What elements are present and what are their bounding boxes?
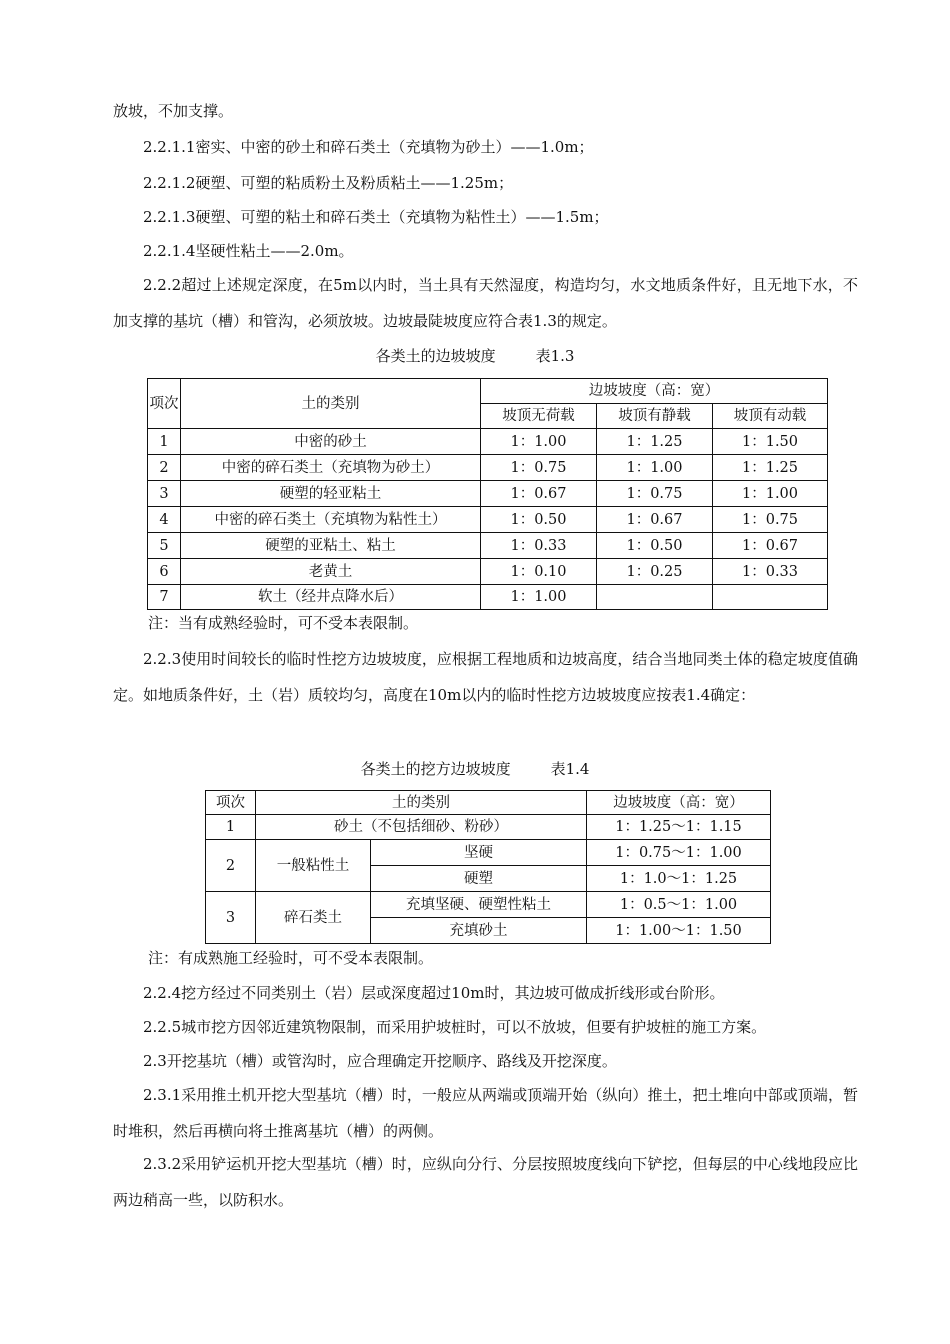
table-row — [148, 507, 828, 533]
table-row — [148, 481, 828, 507]
cell-slope: 1：0.75 — [481, 455, 597, 481]
table-row — [148, 429, 828, 455]
cell-index: 7 — [148, 585, 181, 610]
cell-soil: 硬塑的亚粘土、粘土 — [181, 533, 481, 559]
header-soil: 土的类别 — [181, 379, 481, 429]
cell-soil: 中密的碎石类土（充填物为砂土） — [181, 455, 481, 481]
paragraph: 2.2.5城市挖方因邻近建筑物限制，而采用护坡桩时，可以不放坡，但要有护坡桩的施工方案。 — [143, 1018, 767, 1036]
cell-slope: 1：1.25～1：1.15 — [587, 815, 771, 840]
paragraph: 2.3.2采用铲运机开挖大型基坑（槽）时，应纵向分行、分层按照坡度线向下铲挖，但每层的中心线地段应比两边稍高一些，以防积水。 — [113, 1155, 858, 1209]
excavation-slope-table-1-4 — [205, 790, 771, 944]
paragraph: 2.2.1.1密实、中密的砂土和碎石类土（充填物为砂土）——1.0m； — [143, 138, 594, 156]
table-title: 各类土的挖方边坡坡度 — [360, 760, 511, 778]
header-dynamic-load: 坡顶有动载 — [713, 404, 828, 429]
cell-slope: 1：1.50 — [713, 429, 828, 455]
header-soil: 土的类别 — [256, 791, 587, 815]
table-row — [206, 840, 771, 866]
cell-index: 1 — [206, 815, 256, 840]
header-no-load: 坡顶无荷载 — [481, 404, 597, 429]
paragraph: 2.2.1.2硬塑、可塑的粘质粉土及粉质粘土——1.25m； — [143, 174, 514, 192]
table-note: 注：当有成熟经验时，可不受本表限制。 — [148, 614, 419, 632]
paragraph: 放坡，不加支撑。 — [113, 102, 234, 120]
paragraph: 2.3开挖基坑（槽）或管沟时，应合理确定开挖顺序、路线及开挖深度。 — [143, 1052, 617, 1070]
cell-subtype: 充填砂土 — [371, 918, 587, 944]
table-caption — [0, 346, 950, 366]
cell-slope: 1：1.0～1：1.25 — [587, 866, 771, 892]
cell-soil: 一般粘性土 — [256, 840, 371, 892]
cell-soil: 中密的碎石类土（充填物为粘性土） — [181, 507, 481, 533]
cell-slope: 1：1.00 — [481, 429, 597, 455]
cell-slope: 1：0.67 — [597, 507, 713, 533]
cell-soil: 软土（经井点降水后） — [181, 585, 481, 610]
table-row — [148, 533, 828, 559]
cell-slope: 1：1.00～1：1.50 — [587, 918, 771, 944]
cell-slope: 1：0.75～1：1.00 — [587, 840, 771, 866]
table-row — [206, 892, 771, 918]
cell-slope — [713, 585, 828, 610]
paragraph: 2.2.2超过上述规定深度，在5m以内时，当土具有天然湿度，构造均匀，水文地质条件好，且无地下水，不加支撑的基坑（槽）和管沟，必须放坡。边坡最陡坡度应符合表1.3的规定。 — [113, 276, 858, 330]
cell-slope: 1：0.33 — [713, 559, 828, 585]
cell-slope: 1：0.50 — [481, 507, 597, 533]
cell-soil: 碎石类土 — [256, 892, 371, 944]
table-note: 注：有成熟施工经验时，可不受本表限制。 — [148, 949, 434, 967]
cell-slope: 1：0.75 — [597, 481, 713, 507]
cell-subtype: 坚硬 — [371, 840, 587, 866]
header-index: 项次 — [148, 379, 181, 429]
paragraph: 2.2.4挖方经过不同类别土（岩）层或深度超过10m时，其边坡可做成折线形或台阶形。 — [143, 984, 725, 1002]
cell-index: 3 — [206, 892, 256, 944]
cell-slope: 1：0.67 — [481, 481, 597, 507]
cell-slope: 1：1.00 — [597, 455, 713, 481]
paragraph: 2.2.3使用时间较长的临时性挖方边坡坡度，应根据工程地质和边坡高度，结合当地同类土体的稳定坡度值确定。如地质条件好，土（岩）质较均匀，高度在10m以内的临时性挖方边坡坡度应按表1.4确定： — [113, 650, 858, 704]
cell-slope: 1：1.00 — [481, 585, 597, 610]
cell-slope: 1：1.00 — [713, 481, 828, 507]
table-number: 表1.4 — [550, 760, 590, 778]
table-row — [148, 585, 828, 610]
cell-soil: 老黄土 — [181, 559, 481, 585]
table-number: 表1.3 — [535, 347, 575, 365]
cell-slope: 1：0.10 — [481, 559, 597, 585]
cell-soil: 中密的砂土 — [181, 429, 481, 455]
slope-table-1-3 — [147, 378, 828, 610]
cell-index: 2 — [148, 455, 181, 481]
cell-index: 6 — [148, 559, 181, 585]
table-title: 各类土的边坡坡度 — [375, 347, 496, 365]
cell-index: 2 — [206, 840, 256, 892]
header-index: 项次 — [206, 791, 256, 815]
cell-slope: 1：0.67 — [713, 533, 828, 559]
paragraph: 2.2.1.3硬塑、可塑的粘土和碎石类土（充填物为粘性土）——1.5m； — [143, 208, 609, 226]
table-caption — [0, 759, 950, 779]
table-row — [206, 815, 771, 840]
cell-slope: 1：0.5～1：1.00 — [587, 892, 771, 918]
paragraph: 2.3.1采用推土机开挖大型基坑（槽）时，一般应从两端或顶端开始（纵向）推土，把土堆向中部或顶端，暂时堆积，然后再横向将土推离基坑（槽）的两侧。 — [113, 1086, 858, 1140]
cell-slope: 1：0.25 — [597, 559, 713, 585]
cell-soil: 硬塑的轻亚粘土 — [181, 481, 481, 507]
cell-soil: 砂土（不包括细砂、粉砂） — [256, 815, 587, 840]
cell-slope — [597, 585, 713, 610]
cell-index: 1 — [148, 429, 181, 455]
cell-slope: 1：0.50 — [597, 533, 713, 559]
cell-index: 4 — [148, 507, 181, 533]
paragraph: 2.2.1.4坚硬性粘土——2.0m。 — [143, 242, 354, 260]
cell-slope: 1：0.33 — [481, 533, 597, 559]
table-row — [148, 455, 828, 481]
header-static-load: 坡顶有静载 — [597, 404, 713, 429]
cell-slope: 1：1.25 — [597, 429, 713, 455]
cell-subtype: 充填坚硬、硬塑性粘土 — [371, 892, 587, 918]
header-slope: 边坡坡度（高：宽） — [481, 379, 828, 404]
cell-index: 5 — [148, 533, 181, 559]
table-row — [148, 559, 828, 585]
cell-slope: 1：0.75 — [713, 507, 828, 533]
cell-subtype: 硬塑 — [371, 866, 587, 892]
cell-index: 3 — [148, 481, 181, 507]
header-slope: 边坡坡度（高：宽） — [587, 791, 771, 815]
cell-slope: 1：1.25 — [713, 455, 828, 481]
